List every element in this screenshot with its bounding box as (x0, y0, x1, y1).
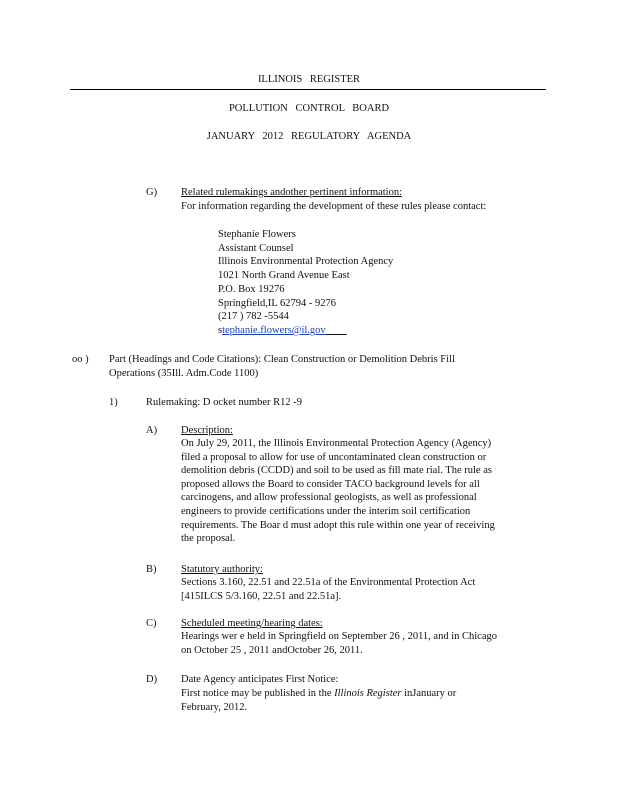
hearing-line: on October 25 , 2011 andOctober 26, 2011. (181, 644, 363, 656)
description-line: proposed allows the Board to consider TACO background levels for all (181, 478, 480, 490)
part-oo-line2: Operations (35Ill. Adm.Code 1100) (109, 368, 259, 379)
hearing-paragraph (181, 630, 497, 657)
contact-agency: Illinois Environmental Protection Agency (218, 256, 394, 268)
statutory-line: [415ILCS 5/3.160, 22.51 and 22.51a]. (181, 590, 342, 602)
first-notice-line: First notice may be published in the Illinois Register inJanuary or (181, 688, 457, 699)
contact-title: Assistant Counsel (218, 242, 294, 254)
item-c-heading: Scheduled meeting/hearing dates: (181, 618, 323, 629)
contact-po-box: P.O. Box 19276 (218, 283, 285, 295)
section-g-intro: For information regarding the development of these rules please contact: (181, 201, 487, 212)
part-oo-label: oo ) (72, 354, 89, 365)
contact-city: Springfield,IL 62794 - 9276 (218, 297, 337, 309)
description-line: demolition debris (CCDD) and soil to be used as fill mate rial. The rule as (181, 465, 492, 477)
description-paragraph (181, 437, 495, 546)
item-a-label: A) (146, 425, 158, 436)
description-line: On July 29, 2011, the Illinois Environmental Protection Agency (Agency) (181, 438, 492, 449)
register-title: ILLINOIS REGISTER (257, 74, 361, 85)
description-line: filed a proposal to allow for use of uncontaminated clean construction or (181, 451, 487, 463)
contact-phone: (217 ) 782 -5544 (218, 311, 289, 323)
description-line: carcinogens, and allow professional geologists, as well as professional (181, 492, 477, 504)
statutory-line: Sections 3.160, 22.51 and 22.51a of the Environmental Protection Act (181, 577, 476, 588)
item-1-text: Rulemaking: D ocket number R12 -9 (146, 397, 303, 408)
hearing-line: Hearings wer e held in Springfield on September 26 , 2011, and in Chicago (181, 631, 497, 642)
contact-block (218, 228, 393, 338)
item-b-label: B) (146, 564, 157, 575)
contact-street: 1021 North Grand Avenue East (218, 270, 350, 282)
description-line: requirements. The Boar d must adopt this rule within one year of receiving (181, 519, 495, 531)
item-d-label: D) (146, 674, 158, 685)
section-g-label: G) (146, 187, 158, 198)
description-line: the proposal. (181, 533, 236, 545)
board-title: POLLUTION CONTROL BOARD (228, 103, 390, 114)
email-prefix: s (218, 324, 223, 336)
item-1-label: 1) (109, 397, 118, 408)
item-d-heading: Date Agency anticipates First Notice: (181, 674, 339, 685)
item-b-heading: Statutory authority: (181, 564, 263, 575)
journal-title: Illinois Register (334, 688, 402, 699)
statutory-paragraph (181, 576, 475, 603)
contact-email-line (218, 324, 393, 338)
description-line: engineers to provide certifications under the interim soil certification (181, 505, 471, 517)
header-divider (70, 89, 546, 90)
item-c-label: C) (146, 618, 157, 629)
contact-name: Stephanie Flowers (218, 229, 296, 240)
email-link[interactable]: tephanie.flowers@il.gov (222, 324, 326, 336)
first-notice-paragraph (181, 687, 456, 714)
first-notice-line: February, 2012. (181, 701, 248, 713)
agenda-title: JANUARY 2012 REGULATORY AGENDA (206, 131, 412, 142)
section-g-heading: Related rulemakings andother pertinent information: (181, 187, 403, 198)
part-oo-line1: Part (Headings and Code Citations): Clean Construction or Demolition Debris Fill (109, 354, 455, 365)
item-a-heading: Description: (181, 425, 233, 436)
